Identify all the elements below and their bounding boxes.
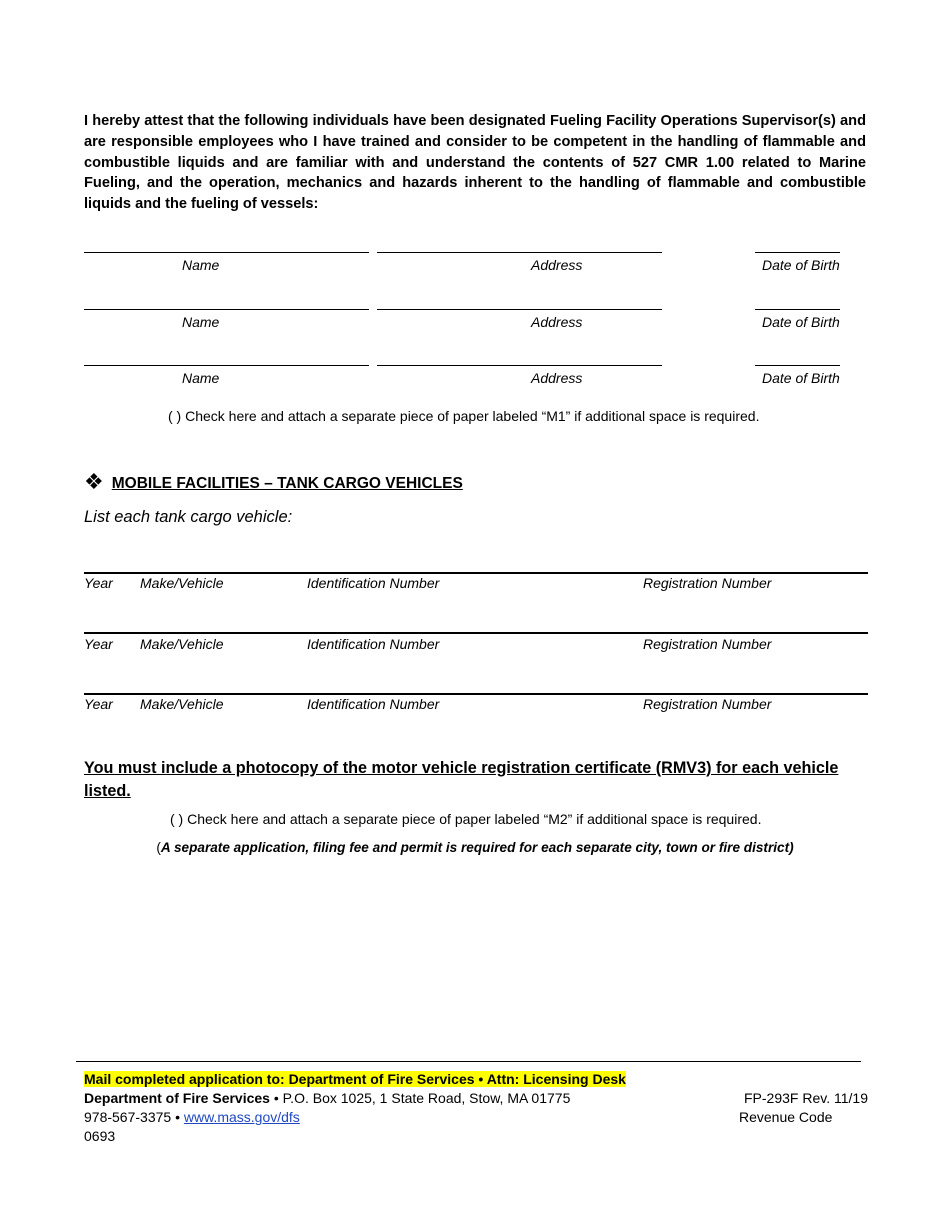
- dept-address: • P.O. Box 1025, 1 State Road, Stow, MA 01775: [269, 1090, 571, 1106]
- address-blank[interactable]: [377, 252, 662, 253]
- list-label: List each tank cargo vehicle:: [84, 508, 293, 526]
- vehicle-entry-line[interactable]: [84, 693, 868, 695]
- contact-line: [84, 1108, 300, 1127]
- vehicle-entry-line[interactable]: [84, 632, 868, 634]
- separate-application-note: [0, 840, 950, 855]
- mail-instruction: [84, 1070, 626, 1089]
- dept-address-line: [84, 1089, 570, 1108]
- photocopy-requirement: You must include a photocopy of the motor vehicle registration certificate (RMV3) for each vehicle listed.: [84, 759, 839, 800]
- address-caption: Address: [531, 257, 583, 273]
- address-blank[interactable]: [377, 309, 662, 310]
- id-caption: Identification Number: [307, 575, 440, 591]
- dob-blank[interactable]: [755, 365, 840, 366]
- address-blank[interactable]: [377, 365, 662, 366]
- dept-name: Department of Fire Services: [84, 1090, 270, 1106]
- registration-caption: Registration Number: [643, 636, 772, 652]
- year-caption: Year: [84, 636, 113, 652]
- make-caption: Make/Vehicle: [140, 575, 224, 591]
- registration-caption: Registration Number: [643, 575, 772, 591]
- mail-highlight: Mail completed application to: Department of Fire Services • Attn: Licensing Desk: [84, 1071, 626, 1087]
- diamond-bullet-icon: ❖: [84, 469, 104, 494]
- m1-checkbox-note[interactable]: ( ) Check here and attach a separate piece of paper labeled “M1” if additional space is required.: [168, 408, 760, 424]
- separate-application-text: A separate application, filing fee and permit is required for each separate city, town or fire district): [160, 840, 794, 855]
- registration-caption: Registration Number: [643, 696, 772, 712]
- make-caption: Make/Vehicle: [140, 696, 224, 712]
- footer-divider: [76, 1061, 861, 1062]
- name-blank[interactable]: [84, 365, 369, 366]
- dob-caption: Date of Birth: [762, 314, 840, 330]
- address-caption: Address: [531, 370, 583, 386]
- m2-checkbox-note[interactable]: ( ) Check here and attach a separate piece of paper labeled “M2” if additional space is required.: [170, 811, 762, 827]
- id-caption: Identification Number: [307, 696, 440, 712]
- section-title: MOBILE FACILITIES – TANK CARGO VEHICLES: [111, 475, 463, 492]
- dob-caption: Date of Birth: [762, 370, 840, 386]
- make-caption: Make/Vehicle: [140, 636, 224, 652]
- dob-blank[interactable]: [755, 252, 840, 253]
- name-blank[interactable]: [84, 252, 369, 253]
- revenue-code-label: Revenue Code: [739, 1109, 833, 1125]
- name-caption: Name: [182, 370, 220, 386]
- attestation-paragraph: I hereby attest that the following individuals have been designated Fueling Facility Operations Supervisor(s) and are responsible employees who I have trained and consider to be competent in the handling of flammable and combustible liquids and are familiar with and understand the contents of 527 CMR 1.00 related to Marine Fueling, and the operation, mechanics and hazards inherent to the handling of flammable and combustible liquids and the fueling of vessels:: [84, 113, 866, 213]
- name-blank[interactable]: [84, 309, 369, 310]
- year-caption: Year: [84, 575, 113, 591]
- mobile-section-heading: [84, 471, 463, 493]
- dob-blank[interactable]: [755, 309, 840, 310]
- phone: 978-567-3375 •: [84, 1109, 184, 1125]
- website-link[interactable]: www.mass.gov/dfs: [183, 1109, 300, 1125]
- open-paren: (: [156, 840, 161, 855]
- name-caption: Name: [182, 314, 220, 330]
- address-caption: Address: [531, 314, 583, 330]
- dob-caption: Date of Birth: [762, 257, 840, 273]
- id-caption: Identification Number: [307, 636, 440, 652]
- name-caption: Name: [182, 257, 220, 273]
- year-caption: Year: [84, 696, 113, 712]
- form-number: FP-293F Rev. 11/19: [744, 1090, 868, 1106]
- vehicle-entry-line[interactable]: [84, 572, 868, 574]
- revenue-code-value: 0693: [84, 1128, 116, 1144]
